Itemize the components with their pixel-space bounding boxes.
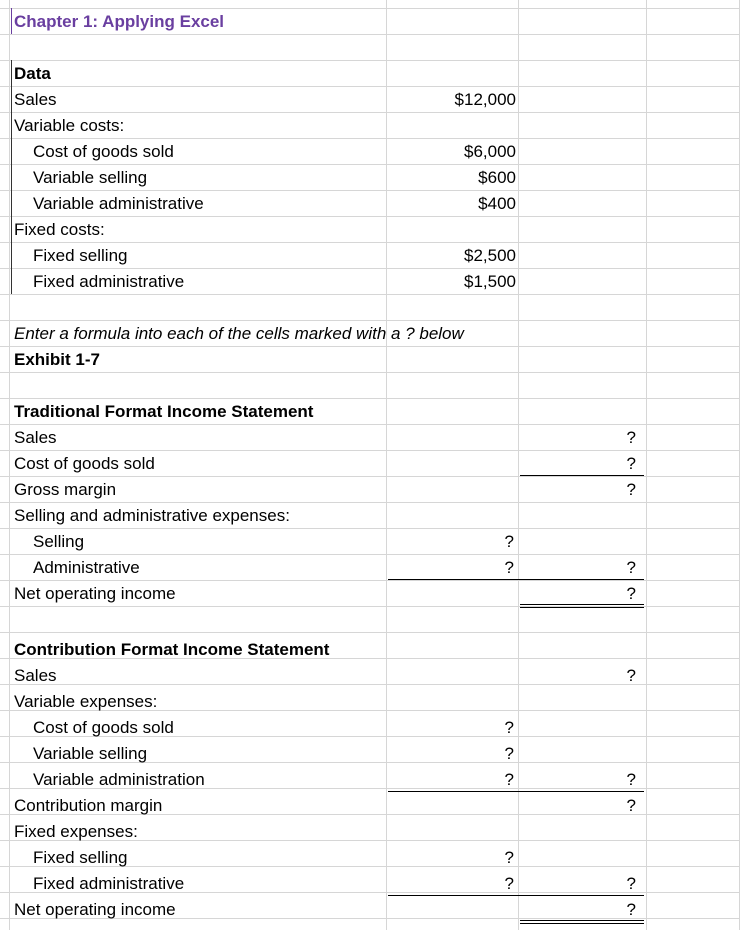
data-fixed-admin-label[interactable]: Fixed administrative [33, 272, 185, 291]
contrib-fixed-selling-label[interactable]: Fixed selling [33, 848, 128, 867]
data-fixed-selling-value[interactable]: $2,500 [464, 246, 516, 265]
trad-cogs-label[interactable]: Cost of goods sold [14, 454, 155, 473]
contrib-var-total-formula-cell[interactable]: ? [626, 770, 636, 789]
trad-cogs-row [0, 450, 740, 476]
trad-noi-double-underline [520, 604, 644, 608]
data-fixed-selling-label[interactable]: Fixed selling [33, 246, 128, 265]
contrib-fixed-admin-label[interactable]: Fixed administrative [33, 874, 185, 893]
contrib-cm-formula-cell[interactable]: ? [626, 796, 636, 815]
contrib-cogs-formula-cell[interactable]: ? [504, 718, 514, 737]
contrib-cm-label[interactable]: Contribution margin [14, 796, 163, 815]
trad-admin-underline [388, 579, 644, 580]
contrib-sales-formula-cell[interactable]: ? [626, 666, 636, 685]
exhibit-label[interactable]: Exhibit 1-7 [14, 350, 100, 369]
contrib-var-admin-row [0, 766, 740, 792]
contrib-var-selling-row [0, 740, 740, 766]
trad-noi-row [0, 580, 740, 606]
data-fixed-costs-label[interactable]: Fixed costs: [14, 220, 105, 239]
contribution-heading[interactable]: Contribution Format Income Statement [14, 640, 330, 659]
trad-noi-formula-cell[interactable]: ? [626, 584, 636, 603]
trad-sales-row [0, 424, 740, 450]
contrib-fixed-admin-formula-cell[interactable]: ? [504, 874, 514, 893]
contrib-sales-row [0, 662, 740, 688]
data-heading-row [0, 60, 740, 86]
trad-sga-row [0, 502, 740, 528]
trad-gross-margin-formula-cell[interactable]: ? [626, 480, 636, 499]
trad-sales-label[interactable]: Sales [14, 428, 57, 447]
data-fixed-selling-row [0, 242, 740, 268]
contrib-var-selling-label[interactable]: Variable selling [33, 744, 148, 763]
data-fixed-costs-row [0, 216, 740, 242]
trad-gross-margin-row [0, 476, 740, 502]
contrib-noi-row [0, 896, 740, 922]
data-var-selling-label[interactable]: Variable selling [33, 168, 148, 187]
data-cogs-label[interactable]: Cost of goods sold [33, 142, 174, 161]
data-var-admin-row [0, 190, 740, 216]
data-sales-value[interactable]: $12,000 [454, 90, 516, 109]
data-variable-costs-row [0, 112, 740, 138]
trad-admin-row [0, 554, 740, 580]
data-fixed-admin-row [0, 268, 740, 294]
data-cogs-value[interactable]: $6,000 [464, 142, 516, 161]
trad-sales-formula-cell[interactable]: ? [626, 428, 636, 447]
contrib-fixed-underline [388, 895, 644, 896]
trad-selling-label[interactable]: Selling [33, 532, 85, 551]
contrib-noi-double-underline [520, 920, 644, 924]
contrib-var-admin-label[interactable]: Variable administration [33, 770, 205, 789]
trad-cogs-formula-cell[interactable]: ? [626, 454, 636, 473]
contrib-cm-row [0, 792, 740, 818]
data-cogs-row [0, 138, 740, 164]
data-var-selling-value[interactable]: $600 [478, 168, 516, 187]
contrib-cogs-label[interactable]: Cost of goods sold [33, 718, 174, 737]
data-heading[interactable]: Data [14, 64, 51, 83]
contrib-var-admin-formula-cell[interactable]: ? [504, 770, 514, 789]
contrib-var-underline [388, 791, 644, 792]
instruction-row [0, 320, 740, 346]
trad-admin-formula-cell[interactable]: ? [504, 558, 514, 577]
trad-sga-total-formula-cell[interactable]: ? [626, 558, 636, 577]
contrib-fixed-expenses-label[interactable]: Fixed expenses: [14, 822, 138, 841]
data-var-admin-label[interactable]: Variable administrative [33, 194, 204, 213]
data-variable-costs-label[interactable]: Variable costs: [14, 116, 125, 135]
data-sales-row [0, 86, 740, 112]
contrib-sales-label[interactable]: Sales [14, 666, 57, 685]
trad-sga-label[interactable]: Selling and administrative expenses: [14, 506, 290, 525]
traditional-heading[interactable]: Traditional Format Income Statement [14, 402, 314, 421]
exhibit-row [0, 346, 740, 372]
contrib-fixed-total-formula-cell[interactable]: ? [626, 874, 636, 893]
contrib-noi-formula-cell[interactable]: ? [626, 900, 636, 919]
trad-admin-label[interactable]: Administrative [33, 558, 140, 577]
data-fixed-admin-value[interactable]: $1,500 [464, 272, 516, 291]
contrib-variable-expenses-label[interactable]: Variable expenses: [14, 692, 158, 711]
contribution-heading-row [0, 636, 740, 662]
contrib-fixed-admin-row [0, 870, 740, 896]
trad-selling-formula-cell[interactable]: ? [504, 532, 514, 551]
title-row [0, 8, 740, 34]
data-sales-label[interactable]: Sales [14, 90, 57, 109]
contrib-fixed-selling-row [0, 844, 740, 870]
trad-gross-margin-label[interactable]: Gross margin [14, 480, 117, 499]
contrib-cogs-row [0, 714, 740, 740]
traditional-heading-row [0, 398, 740, 424]
trad-noi-label[interactable]: Net operating income [14, 584, 176, 603]
trad-gross-margin-underline [520, 475, 644, 476]
instruction-text[interactable]: Enter a formula into each of the cells marked with a ? below [14, 324, 464, 343]
contrib-noi-label[interactable]: Net operating income [14, 900, 176, 919]
contrib-var-selling-formula-cell[interactable]: ? [504, 744, 514, 763]
data-var-selling-row [0, 164, 740, 190]
contrib-variable-expenses-row [0, 688, 740, 714]
data-var-admin-value[interactable]: $400 [478, 194, 516, 213]
contrib-fixed-expenses-row [0, 818, 740, 844]
trad-selling-row [0, 528, 740, 554]
contrib-fixed-selling-formula-cell[interactable]: ? [504, 848, 514, 867]
sheet-title[interactable]: Chapter 1: Applying Excel [14, 12, 225, 31]
